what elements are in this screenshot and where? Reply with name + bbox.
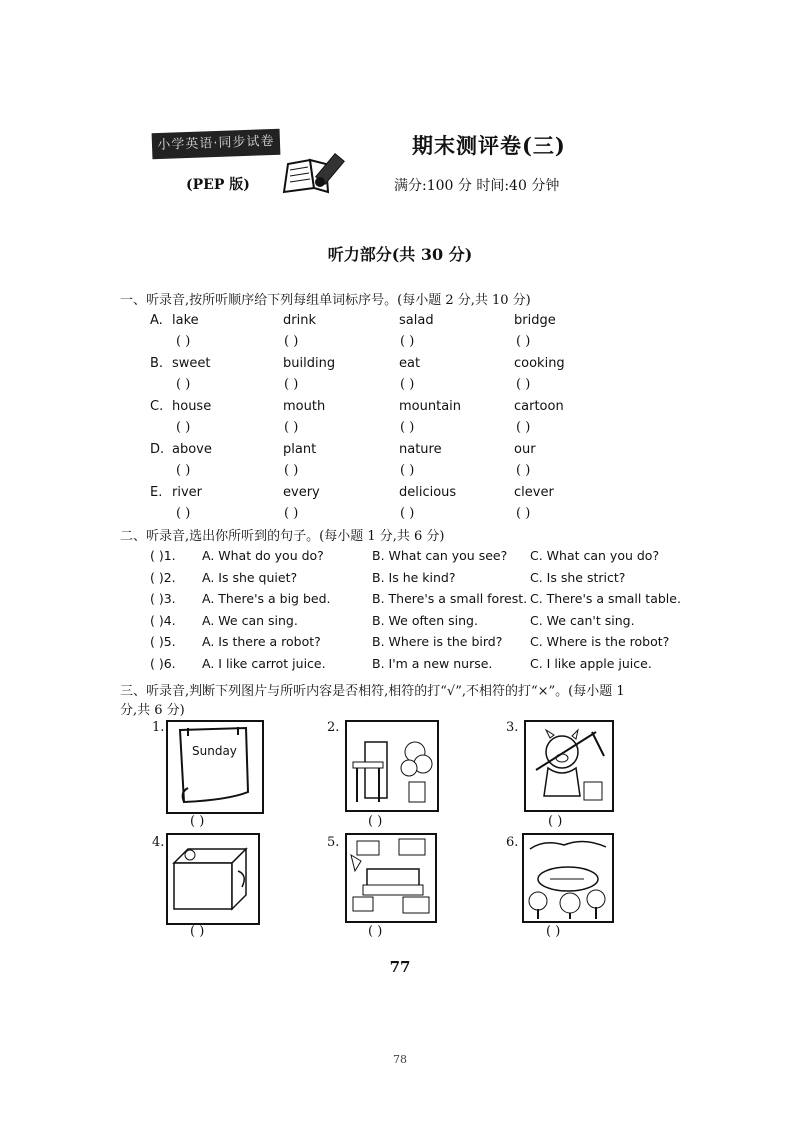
q1-answer-paren: ( ) bbox=[400, 463, 415, 478]
picture-answer-paren: ( ) bbox=[190, 924, 205, 939]
q1-answer-paren: ( ) bbox=[176, 334, 191, 349]
q1-answer-paren: ( ) bbox=[400, 334, 415, 349]
q1-answer-paren: ( ) bbox=[284, 377, 299, 392]
q2-item-number: ( )1. bbox=[150, 548, 176, 563]
q2-item-number: ( )3. bbox=[150, 591, 176, 606]
room-door-plant-icon bbox=[347, 722, 437, 810]
q1-word: river bbox=[172, 485, 202, 500]
q1-answer-paren: ( ) bbox=[176, 420, 191, 435]
q1-row-label: A. bbox=[150, 313, 163, 328]
page-number: 77 bbox=[389, 958, 411, 976]
q2-option-a: A. Is she quiet? bbox=[202, 569, 298, 585]
picture-answer-paren: ( ) bbox=[190, 814, 205, 829]
q1-row-label: C. bbox=[150, 399, 164, 414]
picture-answer-paren: ( ) bbox=[368, 814, 383, 829]
q1-word: eat bbox=[399, 356, 421, 371]
series-badge: 小学英语·同步试卷 bbox=[152, 129, 281, 159]
picture-number: 3. bbox=[506, 720, 519, 735]
q1-answer-paren: ( ) bbox=[516, 420, 531, 435]
q1-word: cooking bbox=[514, 356, 565, 371]
box-icon bbox=[168, 835, 258, 923]
picture-number: 5. bbox=[327, 835, 340, 850]
q2-option-b: B. What can you see? bbox=[372, 548, 508, 563]
q2-option-a: A. I like carrot juice. bbox=[202, 655, 326, 671]
q2-option-c: C. I like apple juice. bbox=[530, 655, 652, 671]
pig-mop-icon bbox=[526, 722, 612, 810]
q1-word: every bbox=[283, 485, 320, 500]
q2-option-b: B. I'm a new nurse. bbox=[372, 655, 493, 671]
q2-option-b: B. We often sing. bbox=[372, 612, 478, 628]
q1-word: lake bbox=[172, 313, 199, 328]
q2-option-a: A. There's a big bed. bbox=[202, 591, 331, 606]
q1-word: above bbox=[172, 442, 212, 457]
picture-answer-paren: ( ) bbox=[368, 924, 383, 939]
q1-answer-paren: ( ) bbox=[516, 463, 531, 478]
q2-option-c: C. We can't sing. bbox=[530, 612, 635, 628]
q1-answer-paren: ( ) bbox=[516, 506, 531, 521]
q1-answer-paren: ( ) bbox=[516, 334, 531, 349]
picture-number: 4. bbox=[152, 835, 165, 850]
calendar-icon bbox=[168, 722, 262, 812]
q1-answer-paren: ( ) bbox=[284, 334, 299, 349]
q1-word: sweet bbox=[172, 356, 211, 371]
picture-number: 1. bbox=[152, 720, 165, 735]
q1-word: mountain bbox=[399, 399, 462, 414]
q1-word: salad bbox=[399, 313, 434, 328]
q1-answer-paren: ( ) bbox=[284, 420, 299, 435]
picture-pig-cleaning bbox=[524, 720, 614, 812]
q1-word: house bbox=[172, 399, 212, 414]
q2-option-a: A. Is there a robot? bbox=[202, 634, 321, 649]
q2-option-c: C. Where is the robot? bbox=[530, 634, 670, 649]
q1-answer-paren: ( ) bbox=[284, 506, 299, 521]
q1-answer-paren: ( ) bbox=[400, 420, 415, 435]
q1-answer-paren: ( ) bbox=[176, 506, 191, 521]
q2-option-c: C. What can you do? bbox=[530, 548, 660, 563]
picture-lake bbox=[522, 833, 614, 923]
q1-row-label: E. bbox=[150, 485, 163, 500]
q1-row-label: B. bbox=[150, 356, 164, 371]
living-room-icon bbox=[347, 835, 435, 921]
q1-answer-paren: ( ) bbox=[516, 377, 531, 392]
q2-heading: 二、听录音,选出你所听到的句子。(每小题 1 分,共 6 分) bbox=[120, 529, 445, 544]
q1-word: bridge bbox=[514, 313, 556, 328]
q1-word: building bbox=[283, 356, 336, 371]
q1-answer-paren: ( ) bbox=[176, 377, 191, 392]
q1-word: delicious bbox=[399, 485, 457, 500]
q1-heading: 一、听录音,按所听顺序给下列每组单词标序号。(每小题 2 分,共 10 分) bbox=[120, 293, 531, 308]
page-title: 期末测评卷(三) bbox=[412, 133, 566, 158]
q1-word: nature bbox=[399, 442, 442, 457]
edition-label: (PEP 版) bbox=[186, 177, 250, 193]
q1-word: cartoon bbox=[514, 399, 564, 414]
picture-box bbox=[166, 833, 260, 925]
q1-answer-paren: ( ) bbox=[400, 506, 415, 521]
q1-word: drink bbox=[283, 313, 316, 328]
q1-word: clever bbox=[514, 485, 554, 500]
q2-item-number: ( )2. bbox=[150, 569, 176, 585]
q1-row-label: D. bbox=[150, 442, 165, 457]
q1-word: our bbox=[514, 442, 536, 457]
picture-number: 6. bbox=[506, 835, 519, 850]
section-title: 听力部分(共 30 分) bbox=[327, 245, 473, 264]
q1-word: mouth bbox=[283, 399, 326, 414]
picture-number: 2. bbox=[327, 720, 340, 735]
picture-living-room bbox=[345, 833, 437, 923]
book-pen-icon bbox=[280, 150, 350, 200]
lake-trees-icon bbox=[524, 835, 612, 921]
picture-answer-paren: ( ) bbox=[548, 814, 563, 829]
q2-option-a: A. We can sing. bbox=[202, 612, 298, 628]
q3-heading-line2: 分,共 6 分) bbox=[120, 703, 185, 718]
q1-answer-paren: ( ) bbox=[176, 463, 191, 478]
q1-answer-paren: ( ) bbox=[400, 377, 415, 392]
q1-word: plant bbox=[283, 442, 317, 457]
q2-option-c: C. Is she strict? bbox=[530, 569, 626, 585]
score-time-info: 满分:100 分 时间:40 分钟 bbox=[394, 178, 560, 194]
picture-answer-paren: ( ) bbox=[546, 924, 561, 939]
picture-room bbox=[345, 720, 439, 812]
footer-page-number: 78 bbox=[393, 1053, 407, 1066]
q2-item-number: ( )5. bbox=[150, 634, 176, 649]
q2-option-b: B. Where is the bird? bbox=[372, 634, 503, 649]
q2-item-number: ( )4. bbox=[150, 612, 176, 628]
calendar-caption: Sunday bbox=[192, 744, 237, 758]
q2-option-a: A. What do you do? bbox=[202, 548, 324, 563]
q2-option-b: B. There's a small forest. bbox=[372, 591, 528, 606]
q2-item-number: ( )6. bbox=[150, 655, 176, 671]
q3-heading-line1: 三、听录音,判断下列图片与所听内容是否相符,相符的打“√”,不相符的打“×”。(每小题 1 bbox=[120, 684, 625, 699]
q1-answer-paren: ( ) bbox=[284, 463, 299, 478]
picture-calendar bbox=[166, 720, 264, 814]
q2-option-b: B. Is he kind? bbox=[372, 569, 456, 585]
q2-option-c: C. There's a small table. bbox=[530, 591, 681, 606]
